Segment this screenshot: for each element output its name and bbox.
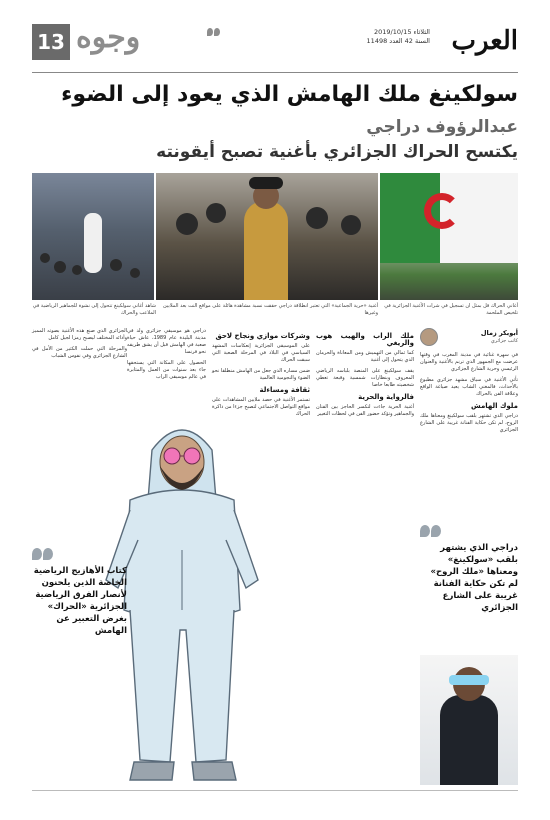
paragraph: والمرحلة التي حملت الكثير من الأمل في الشارع الجزائري وفي نفوس الشباب [32,346,127,359]
page-number: 13 [32,24,70,60]
article-headline: سولكينغ ملك الهامش الذي يعود إلى الضوء [61,82,518,107]
portrait-body [440,695,498,785]
singer-portrait-photo [420,655,518,785]
article-column-5 [32,328,127,364]
date-block [367,28,430,46]
page-header [32,22,518,68]
date-line: الثلاثاء 2019/10/15 [373,28,430,36]
portrait-visor [449,675,489,685]
paragraph: الحصول على المكانة التي يستحقها جاء بعد سنوات من العمل والمثابرة في عالم موسيقى الراب [127,360,206,380]
paragraph: كما ثمالي من التهميش ومن المعاناة والحرمان الذي يتحول إلى أغنية [316,350,414,363]
flag-protest-photo [380,173,518,300]
crowd-concert-photo [32,173,154,300]
photo-captions [32,303,518,323]
quote-mark-icon [420,525,442,539]
author-role: كاتب جزائري [490,338,518,344]
paragraph: تستمر الأغنية في حصد ملايين المشاهدات على مواقع التواصل الاجتماعي لتصبح جزءا من ذاكرة الحراك [212,397,310,417]
footer-divider [32,790,518,791]
section-subheading: ملك الراب والهيب هوب والريغي [316,332,414,347]
paragraph: على الموسيقى الجزائرية إنعكاسات المشهد السياسي في البلاد في المرحلة الصعبة التي سبقت الحراك [212,343,310,363]
paragraph: يقف سولكينغ على المنصة بلباسه الرياضي المعروف وبنظارات شمسية وقبعة تعطي شخصيته طابعا خاصا [316,368,414,388]
header-divider [32,72,518,73]
caption-middle: أغنية «حرية الجماعية» التي تعتبر انطلاقة دراجي حققت نسبة مشاهدة هائلة على مواقع النت بعد الملايين وغيرها [163,303,378,316]
article-column-1 [420,352,518,438]
singer-group-photo [156,173,378,300]
author-avatar [420,328,438,346]
article-subhead: يكتسح الحراك الجزائري بأغنية تصبح أيقونته [156,142,518,162]
section-title: وجوه [76,20,141,55]
singer-hat [249,177,283,189]
section-subheading: ثقافة ومساءلة [259,386,310,394]
paragraph: في سهرة غنائية في مدينة المغرب في وقتها عرضت مع الجمهور الذي ترنم بالأغنية والعنوان الرئيسي وحرية الشارع الجزائري [420,352,518,372]
paragraph: تأتي الأغنية في سياق مشهد جزائري مطبوع بالأحداث، فالمغني الشاب يعيد صياغة الواقع وعلاقة الفن بالحراك [420,377,518,397]
author-box [420,328,518,348]
crescent-icon [424,193,460,229]
pull-quote-text: كتاب الأهازيج الرياضية الخاصة الذين يلحنون لأنصار الفرق الرياضية الجزائرية «الحراك» بغرض التعبير عن الهامش [33,566,127,636]
pull-quote-text: دراجي الذي يشتهر بلقب «سولكينغ» ومعناها «ملك الروح» لم تكن حكاية الفنانة غريبة على الشارع الجزائري [430,543,518,613]
caption-right: أغاني الحراك قل بمثل ان تسجيل في شرات الأغنية الجزائرية في تلخيص الملحمة [384,303,518,316]
article-byline: عبدالرؤوف دراجي [366,117,518,137]
pull-quote-right [420,525,518,614]
quote-mark-icon [32,548,54,562]
paragraph: دراجي الذي تشتهر بلقب سولكينغ ومعناها ملك الروح، لم تكن حكاية الفنانة غريبة على الشارع الجزائري [420,413,518,433]
section-subheading: وشركات موازي ونجاح لاحق [215,332,310,340]
paragraph: الجزائري الذي صنع هذه الأغنية بصوته المميز وأدائه المختلف ليصبح رمزا لجيل كامل [32,328,127,341]
photo-strip [32,173,518,300]
section-subheading: فالرواية والحرية [358,393,414,401]
article-column-2 [316,328,414,422]
paragraph: ضمن مساره الذي جعل من الهامش منطلقا نحو الضوء والنجومية العالمية [212,368,310,381]
caption-left: شاهد أغاني سولكينغ تتحول إلى نشوة للجماهير الرياضية في الملاعب والحراك [32,303,156,316]
newspaper-logo: العرب [451,26,518,56]
singer-figure [244,201,288,300]
issue-line: السنة 42 العدد 11498 [366,37,430,45]
pull-quote-left [32,548,127,637]
author-name: أبوبكر زمال [480,329,518,337]
quote-mark-icon [207,28,221,40]
paragraph: دراجي هو موسيقي جزائري ولد في مدينة البليدة عام 1989، عاش حياة صعبة في الهامش قبل أن يشق طريقه نحو فرنسا [127,328,206,355]
paragraph: أغنية الحرية جاءت لتكسر الحاجز بين الفنان والجماهير وتؤكد حضور الفن في لحظات التغيير [316,404,414,417]
section-subheading: ملوك الهامش [471,402,518,410]
performer-figure [84,213,102,273]
